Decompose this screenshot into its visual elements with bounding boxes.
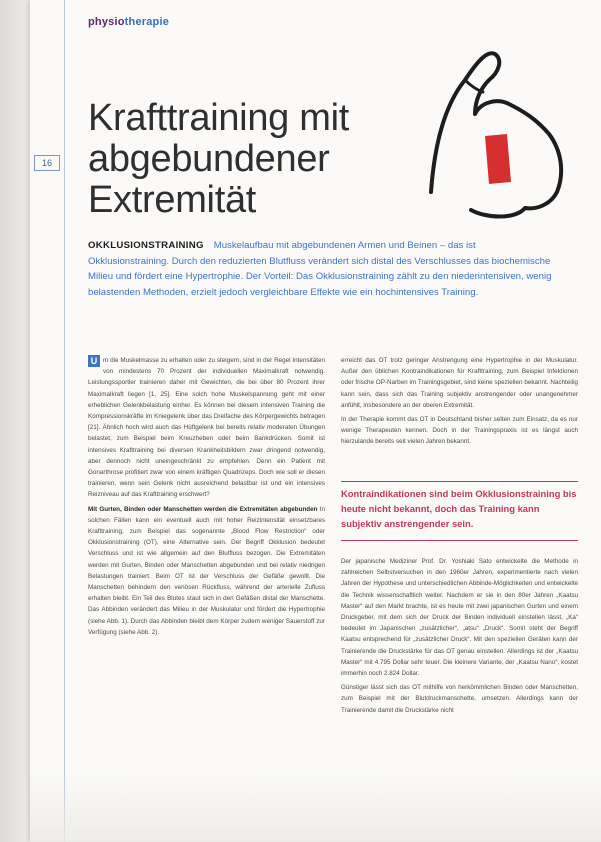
article-title [88,98,388,221]
arm-outline [431,53,561,216]
arm-fist-line [465,80,483,92]
paragraph: Der japanische Mediziner Prof. Dr. Yoshiaki Sato entwickelte die Methode in zahlreichen Selbstversuchen in den 1960er Jahren, experimentierte nach vielen Jahren der Hypothese und unterschiedlichen Abbinde-Möglichkeiten und entwickelte die Technik wissenschaftlich weiter. Nachdem er sie in den 80er Jahren „Kaatsu Master“ auf den Markt brachte, ist es heute mit zwei japanischen Gurten und einem Druckgeber, mit dem sich der Druck der Binden individuell einstellen lässt, „Ka“ bedeutet im Japanischen „zusätzlicher“, „atsu“ „Druck“. Somit steht der Begriff Kaatsu entsprechend für „zusätzlicher Druck“. Mit den speziellen Geräten kann der Trainierende die Druckstärke für das OT genau einstellen. Allerdings ist der „Kaatsu Master“ mit 4.795 Dollar sehr teuer. Die kleinere Variante, der „Kaatsu Nano“, kostet immerhin noch 2.824 Dollar. [341,558,578,678]
section-tag-part-1: physio [88,16,125,28]
paragraph [88,355,325,501]
paragraph [88,504,325,638]
flexed-arm-with-cuff-icon [425,42,575,222]
pull-quote-rule-bottom [341,540,578,541]
pull-quote-rule-top [341,481,578,482]
binding-gutter [0,0,30,842]
paragraph-text: In solchen Fällen kann ein eventuell auch mit hoher Reizintensität einsetzbares Krafttraining, zum Beispiel das sogenannte „Blood Flow Restriction“ oder Okklusionstraining (OT), eine Alternative sein. Der Begriff Okklusion bedeutet Verschluss und ist wie allgemein auf den Blutfluss bezogen. Die Extremitäten werden mit Gurten, Binden oder Manschetten abgebunden und bei relativ niedrigen Belastungen trainiert. Beim OT ist der Verschluss der Gefäße gewollt. Die Manschetten behindern den venösen Rückfluss, während der arterielle Zufluss erhalten bleibt. Ein Teil des Blutes staut sich in den Gefäßen distal der Manschette. Das Abbinden verändert das Milieu in der Muskulatur und fördert die Hypertrophie (siehe Abb. 1). Durch das Abbinden bleibt dem Körper zudem weniger Sauerstoff zur Verfügung (siehe Abb. 2). [88,505,326,636]
red-cuff-band [485,134,511,184]
paragraph: Günstiger lässt sich das OT mithilfe von herkömmlichen Binden oder Manschetten, zum Beispiel mit der Blutdruckmanschette, umsetzen. Allerdings kann der Trainierende damit die Druckstärke nicht [341,684,578,714]
paragraph: In der Therapie kommt das OT in Deutschland bisher selten zum Einsatz, da es nur wenige Therapeuten kennen. Doch in der Trainingspraxis ist es längst auch hierzulande bereits seit vielen Jahren bekannt. [341,416,578,446]
body-column-left [88,355,325,641]
body-column-right-top [341,355,578,451]
pull-quote: Kontraindikationen sind beim Okklusionstraining bis heute nicht bekannt, doch das Training kann subjektiv anstrengender sein. [341,488,577,529]
title-line-1: Krafttraining mit [88,97,349,139]
paragraph: erreicht das OT trotz geringer Anstrengung eine Hypertrophie in der Muskulatur. Außer den üblichen Kontraindikationen für Krafttraining, zum Beispiel Infektionen oder frische OP-Narben im Trainingsgebiet, sind keine speziellen bekannt. Nachteilig kann sein, dass sich das Training subjektiv anstrengender oder unangenehmer anfühlt, insbesondere an der oberen Extremität. [341,357,578,409]
section-tag-part-2: therapie [124,16,170,28]
body-column-right-bottom [341,556,578,719]
title-line-3: Extremität [88,179,257,221]
lead-paragraph [88,238,558,300]
lead-text: Muskelaufbau mit abgebundenen Armen und Beinen – das ist Okklusionstraining. Durch den reduzierten Blutfluss verändert sich distal des Verschlusses das biochemische Milieu und fördert eine Hypertrophie. Der Vorteil: Das Okklusionstraining zählt zu den niederintensiven, wenig belastenden Methoden, erzielt jedoch vergleichbare Effekte wie ein hochintensives Training. [88,240,552,298]
drop-cap: U [88,355,100,367]
title-line-2: abgebundener [88,138,330,180]
margin-rule [64,0,65,842]
subheading: Mit Gurten, Binden oder Manschetten werden die Extremitäten abgebunden [88,505,318,513]
section-tag [88,16,169,28]
page-number: 16 [34,155,60,171]
page-bottom-shade [30,770,601,842]
lead-keyword: OKKLUSIONSTRAINING [88,240,204,251]
paragraph-text: m die Muskelmasse zu erhalten oder zu steigern, sind in der Regel Intensitäten von mindestens 70 Prozent der individuellen Maximalkraft notwendig. Leistungssportler trainieren daher mit Gewichten, die bei über 80 Prozent ihrer Maximalkraft liegen [1, 25]. Eine solch hohe Muskelspannung geht mit einer erheblichen Gelenkbelastung einher. Es können bei diesem intensiven Training die Kompressionskräfte im Kniegelenk über das Dreifache des Körpergewichts betragen [21]. Ähnlich hoch wird auch das Hüftgelenk bei bereits relativ moderaten Übungen belastet, zum Beispiel beim Kreuzheben oder beim Bankdrücken. Somit ist intensives Krafttraining bei diversen Krankheitsbildern zwar dringend notwendig, aber dennoch nicht uneingeschränkt zu empfehlen. Denn ein Patient mit Gonarthrose profitiert zwar von einem kräftigen Quadrizeps. Doch wie soll er diesen trainieren, wenn sein Gelenk nicht ausreichend belastbar ist und ein intensives Reizniveau auf das Krafttraining erschwert? [88,357,325,499]
